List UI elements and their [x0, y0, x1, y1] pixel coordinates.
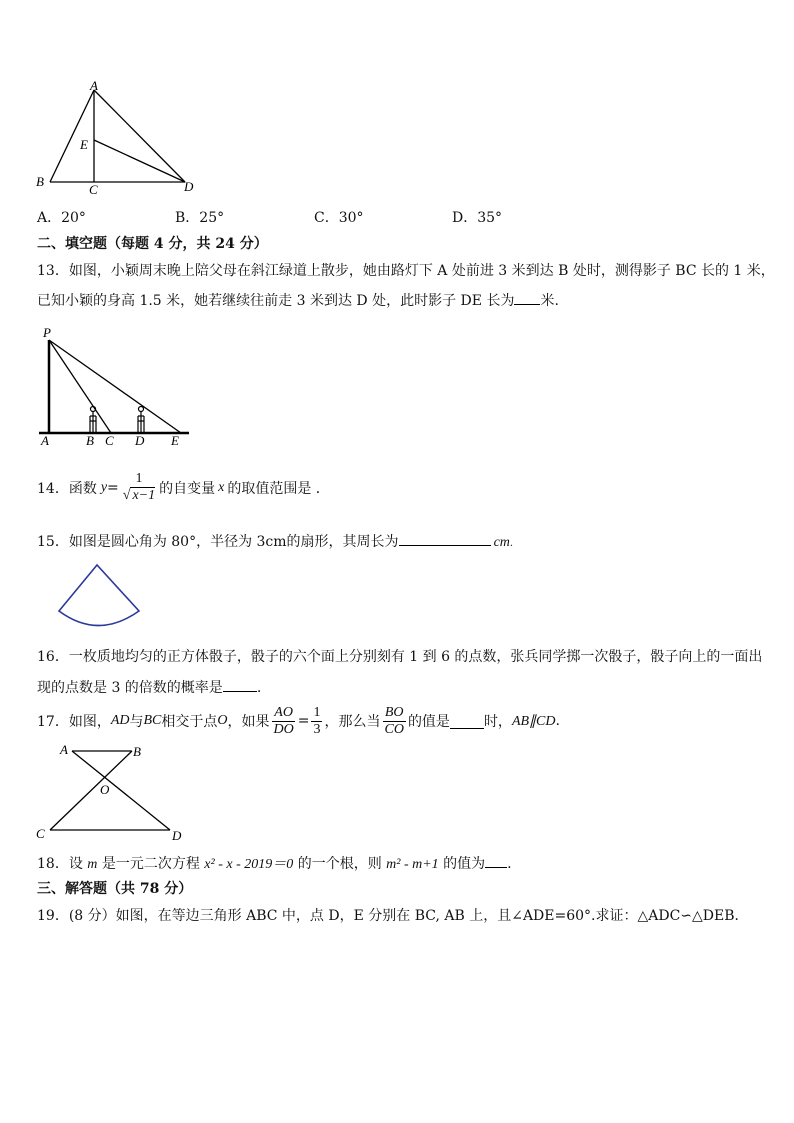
- q17-ad: AD: [110, 713, 130, 728]
- q14-suffix: 的取值范围是 ．: [227, 480, 330, 497]
- q15-answer-blank[interactable]: [399, 531, 491, 546]
- q14-equals: =: [107, 479, 119, 496]
- label-E: E: [171, 433, 179, 448]
- q17-answer-blank[interactable]: [450, 714, 484, 729]
- q17-fraction-one-third: [311, 705, 322, 738]
- label-D: D: [184, 179, 194, 194]
- figure-q12-triangle: [30, 78, 210, 198]
- label-C: C: [105, 433, 114, 448]
- q17-meet: 相交于点: [161, 714, 218, 730]
- label-O: O: [100, 782, 110, 797]
- q16-text: 现的点数是 3 的倍数的概率是: [37, 680, 223, 696]
- q17-with: 与: [129, 714, 144, 730]
- q18-end: .: [507, 856, 512, 872]
- q17-fraction-ao-do: [272, 705, 296, 738]
- q14-line: [37, 471, 330, 504]
- q15-line: [37, 531, 513, 551]
- q17-f1-denominator: DO: [273, 721, 294, 737]
- q17-if: ，如果: [227, 714, 270, 730]
- label-B: B: [133, 744, 141, 759]
- q16-answer-blank[interactable]: [223, 677, 257, 692]
- label-E: E: [80, 137, 88, 152]
- q17-f3-denominator: CO: [384, 721, 404, 737]
- label-B: B: [36, 174, 44, 189]
- label-A: A: [60, 742, 68, 757]
- q18-answer-blank[interactable]: [485, 853, 507, 868]
- label-D: D: [135, 433, 145, 448]
- q17-f2-numerator: 1: [313, 704, 321, 720]
- q17-o: O: [217, 713, 228, 728]
- q14-middle: 的自变量: [159, 480, 216, 497]
- q13-answer-blank[interactable]: [514, 290, 540, 305]
- label-A: A: [90, 78, 98, 93]
- q18-var-m: m: [87, 857, 98, 872]
- q14-var-y: y: [100, 479, 108, 495]
- q18-expression: m² - m+1: [386, 857, 439, 872]
- q15-unit: cm: [493, 535, 510, 550]
- label-C: C: [36, 826, 45, 841]
- girl-figure-d: [138, 407, 144, 434]
- q12-option-b: B．25°: [175, 210, 225, 226]
- q17-value-text: 的值是: [407, 714, 450, 730]
- q14-prefix: 14．函数: [37, 480, 97, 497]
- q17-when: 时，: [483, 714, 512, 730]
- q17-conclusion: AB∥CD: [511, 713, 556, 729]
- q17-then: ，那么当: [324, 714, 381, 730]
- q14-radicand: x−1: [132, 488, 156, 503]
- q14-numerator: 1: [135, 471, 143, 486]
- q13-text: 已知小颖的身高 1.5 米，她若继续往前走 3 米到达 D 处，此时影子 DE 长为: [37, 293, 515, 309]
- girl-figure-b: [90, 407, 96, 434]
- q15-end: .: [509, 538, 514, 549]
- q15-text: 15．如图是圆心角为 80°，半径为 3cm的扇形，其周长为: [37, 534, 399, 550]
- q17-f3-numerator: BO: [384, 704, 404, 720]
- q18-equation: x² - x - 2019＝0: [204, 857, 294, 872]
- q18-mid1: 是一元二次方程: [97, 856, 205, 872]
- label-C: C: [89, 182, 98, 197]
- q16-line2: [37, 677, 261, 697]
- section-3-heading: 三、解答题（共 78 分）: [37, 881, 193, 897]
- label-B: B: [86, 433, 94, 448]
- q17-equals: =: [297, 713, 310, 729]
- q13-line1: 13．如图，小颖周末晚上陪父母在斜江绿道上散步，她由路灯下 A 处前进 3 米到达 B 处时，测得影子 BC 长的 1 米，: [37, 263, 775, 279]
- q18-suffix: 的值为: [438, 856, 486, 872]
- q17-fraction-bo-co: [382, 705, 405, 738]
- q14-denominator: √ x−1: [122, 488, 156, 503]
- label-A: A: [41, 433, 49, 448]
- q16-end: .: [256, 680, 262, 696]
- label-P: P: [43, 326, 51, 340]
- q17-bc: BC: [143, 713, 162, 728]
- q17-line: [37, 700, 560, 742]
- figure-q13-lamp: [35, 326, 195, 450]
- q13-unit: 米.: [540, 293, 559, 309]
- q16-line1: 16．一枚质地均匀的正方体骰子，骰子的六个面上分别刻有 1 到 6 的点数，张兵同学掷一次骰子，骰子向上的一面出: [37, 649, 763, 665]
- q12-option-a: A．20°: [37, 210, 86, 226]
- q14-var-x: x: [218, 479, 225, 495]
- q19-text: 19．(8 分）如图，在等边三角形 ABC 中，点 D，E 分别在 BC, AB 上，且∠ADE=60°.求证：△ADC∽△DEB．: [37, 908, 749, 924]
- q18-prefix: 18．设: [37, 856, 88, 872]
- q17-f2-denominator: 3: [313, 721, 321, 737]
- figure-q17-crossing: [30, 742, 190, 844]
- q17-f1-numerator: AO: [274, 704, 293, 720]
- section-2-heading: 二、填空题（每题 4 分，共 24 分）: [37, 236, 268, 252]
- q18-mid2: 的一个根，则: [293, 856, 387, 872]
- label-D: D: [172, 828, 182, 843]
- q17-prefix: 17．如图，: [37, 714, 111, 730]
- q12-option-c: C．30°: [314, 210, 364, 226]
- q13-line2: [37, 290, 559, 310]
- q12-option-d: D．35°: [452, 210, 503, 226]
- q17-end: .: [555, 713, 560, 729]
- q18-line: [37, 853, 512, 873]
- q14-fraction: [121, 471, 157, 504]
- figure-q15-sector: [52, 560, 148, 632]
